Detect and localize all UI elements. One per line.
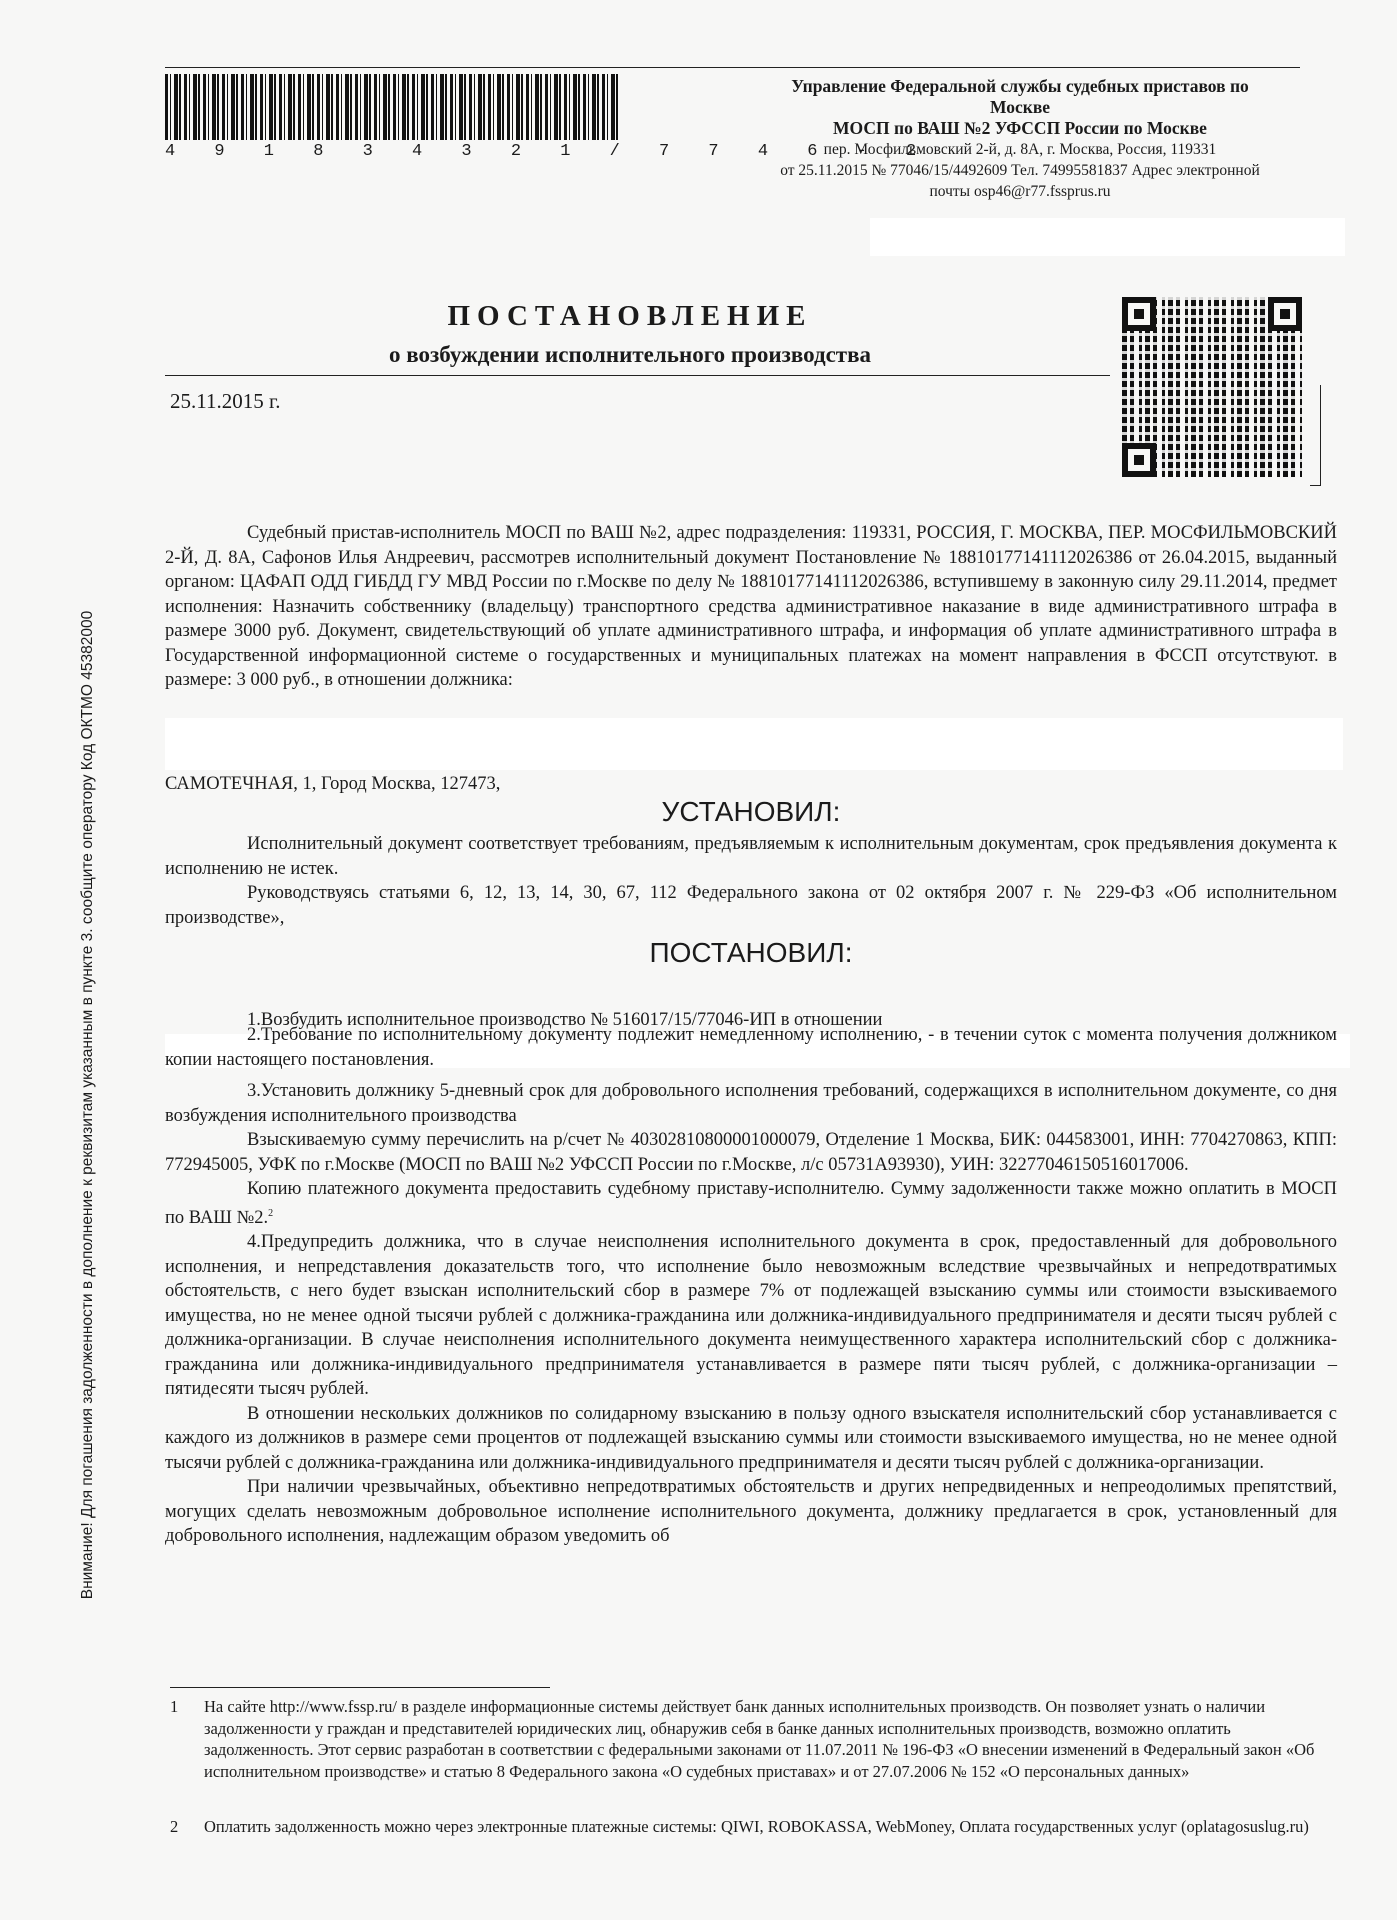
- qr-code: [1122, 297, 1302, 477]
- qr-finder-top-left: [1122, 297, 1156, 331]
- intro-block: [165, 521, 1337, 693]
- footnote-2: [170, 1816, 1320, 1838]
- payment-details: Взыскиваемую сумму перечислить на р/счет № 40302810800001000079, Отделение 1 Москва, БИК: 044583001, ИНН: 7704270863, КПП: 772945005, УФК по г.Москве (МОСП по ВАШ №2 УФССП России по г.Москве, л/с 05731А93930), УИН: 32277046150516017006.: [165, 1130, 1337, 1175]
- established-block: [165, 832, 1337, 930]
- resolved-main-block: [165, 1023, 1337, 1072]
- barcode-digits: 4 9 1 8 3 4 3 2 1 / 7 7 4 6 - 2: [165, 142, 931, 161]
- footnote-1: [170, 1696, 1320, 1782]
- footnote-ref-2: 2: [268, 1207, 274, 1219]
- copy-text: Копию платежного документа предоставить судебному приставу-исполнителю. Сумму задолженности также можно оплатить в МОСП по ВАШ №2.: [165, 1179, 1337, 1228]
- footnote-1-text: На сайте http://www.fssp.ru/ в разделе информационные системы действует банк данных исполнительных производств. Он позволяет узнать о наличии задолженности у граждан и представителей юридических лиц, обнаружив себя в банке данных исполнительных производств, возможно оплатить задолженность. Этот сервис разработан в соответствии с федеральными законами от 11.07.2011 № 196-ФЗ «О внесении изменений в Федеральный закон «Об исполнительном производстве» и статью 8 Федерального закона «О судебных приставах» и от 27.07.2006 № 152 «О персональных данных»: [204, 1697, 1315, 1781]
- emergency-paragraph: При наличии чрезвычайных, объективно непредотвратимых обстоятельств и других непредвиденных и непреодолимых препятствий, могущих сделать невозможным добровольное исполнение исполнительного документа, должнику предлагается в срок, установленный для добровольного исполнения, надлежащим образом уведомить об: [165, 1477, 1337, 1547]
- footnote-1-number: 1: [170, 1697, 179, 1716]
- email-line: почты osp46@r77.fssprus.ru: [929, 183, 1111, 200]
- qr-finder-top-right: [1268, 297, 1302, 331]
- document-title: ПОСТАНОВЛЕНИЕ: [447, 300, 813, 332]
- resolved-item-3: 3.Установить должнику 5-дневный срок для добровольного исполнения требований, содержащихся в исполнительном документе, со дня возбуждения исполнительного производства: [165, 1081, 1337, 1126]
- top-rule: [165, 67, 1300, 68]
- qr-finder-bottom-left: [1122, 443, 1156, 477]
- footnote-2-text: Оплатить задолженность можно через электронные платежные системы: QIWI, ROBOKASSA, WebMoney, Оплата государственных услуг (oplatagosuslug.ru): [204, 1817, 1309, 1836]
- footnote-2-number: 2: [170, 1817, 179, 1836]
- address-block: [165, 772, 1337, 797]
- side-note: Внимание! Для погашения задолженности в дополнение к реквизитам указанным в пункте 3. сообщите оператору Код ОКТМО 45382000: [79, 610, 96, 1600]
- redaction-item1: [165, 1001, 1350, 1013]
- org-line-2: Москве: [989, 97, 1051, 117]
- established-paragraph-2: Руководствуясь статьями 6, 12, 13, 14, 30, 67, 112 Федерального закона от 02 октября 2007 г. № 229-ФЗ «Об исполнительном производстве»,: [165, 883, 1337, 928]
- resolved-heading: ПОСТАНОВИЛ:: [649, 937, 853, 968]
- document-date: 25.11.2015 г.: [170, 389, 281, 413]
- department: МОСП по ВАШ №2 УФССП России по Москве: [833, 118, 1207, 138]
- intro-paragraph: Судебный пристав-исполнитель МОСП по ВАШ №2, адрес подразделения: 119331, РОССИЯ, Г. МОСКВА, ПЕР. МОСФИЛЬМОВСКИЙ 2-Й, Д. 8А, Сафонов Илья Андреевич, рассмотрев исполнительный документ Постановление № 18810177141112026386 от 26.04.2015, выданный органом: ЦАФАП ОДД ГИБДД ГУ МВД России по г.Москве по делу № 18810177141112026386, вступившему в законную силу 29.11.2014, предмет исполнения: Назначить собственнику (владельцу) транспортного средства административное наказание в виде административного штрафа в размере 3000 руб. Документ, свидетельствующий об уплате административного штрафа, и информация об уплате административного штрафа в Государственной информационной системе о государственных и муниципальных платежах на момент направления в ФССП отсутствуют. в размере: 3 000 руб., в отношении должника:: [165, 523, 1337, 690]
- copy-document-note: [165, 1177, 1337, 1230]
- resolved-item-2: 2.Требование по исполнительному документу подлежит немедленному исполнению, - в течении суток с момента получения должником копии настоящего постановления.: [165, 1025, 1337, 1070]
- established-heading: УСТАНОВИЛ:: [661, 796, 841, 827]
- document-subtitle: о возбуждении исполнительного производства: [388, 342, 872, 367]
- redaction-debtor: [165, 718, 1343, 770]
- established-paragraph-1: Исполнительный документ соответствует требованиям, предъявляемым к исполнительным документам, срок предъявления документа к исполнению не истек.: [165, 834, 1337, 879]
- qr-bracket: [1310, 385, 1321, 486]
- address: пер. Мосфильмовский 2-й, д. 8А, г. Москва, Россия, 119331: [823, 141, 1217, 158]
- joint-debtors-paragraph: В отношении нескольких должников по солидарному взысканию в пользу одного взыскателя исполнительский сбор устанавливается с каждого из должников в размере семи процентов от подлежащей взысканию суммы или стоимости взыскиваемого имущества, но не менее одной тысячи рублей с должника-гражданина или должника-индивидуального предпринимателя и десяти тысяч рублей с должника-организации.: [165, 1403, 1337, 1473]
- resolved-item-1: 1.Возбудить исполнительное производство № 516017/15/77046-ИП в отношении: [247, 1010, 883, 1030]
- title-rule: [165, 375, 1110, 376]
- footnote-rule: [170, 1687, 550, 1688]
- resolved-rest-block: [165, 1079, 1337, 1549]
- resolved-item-4: 4.Предупредить должника, что в случае неисполнения исполнительного документа в срок, предоставленный для добровольного исполнения, и непредставления доказательств того, что исполнение было невозможным вследствие чрезвычайных и непредотвратимых обстоятельств, с него будет взыскан исполнительский сбор в размере 7% от подлежащей взысканию суммы или стоимости взыскиваемого имущества, но не менее одной тысячи рублей с должника-гражданина или должника-индивидуального предпринимателя и десяти тысяч рублей с должника-организации. В случае неисполнения исполнительного документа неимущественного характера исполнительский сбор с должника-гражданина или должника-индивидуального предпринимателя устанавливается в размере пяти тысяч рублей, с должника-организации – пятидесяти тысяч рублей.: [165, 1232, 1337, 1400]
- barcode: [165, 74, 620, 140]
- org-line-1: Управление Федеральной службы судебных приставов по: [791, 76, 1249, 96]
- debtor-address: САМОТЕЧНАЯ, 1, Город Москва, 127473,: [165, 774, 501, 794]
- reference-line: от 25.11.2015 № 77046/15/4492609 Тел. 74995581837 Адрес электронной: [780, 162, 1260, 179]
- redaction-header: [870, 218, 1345, 256]
- issuer-header: [730, 76, 1310, 202]
